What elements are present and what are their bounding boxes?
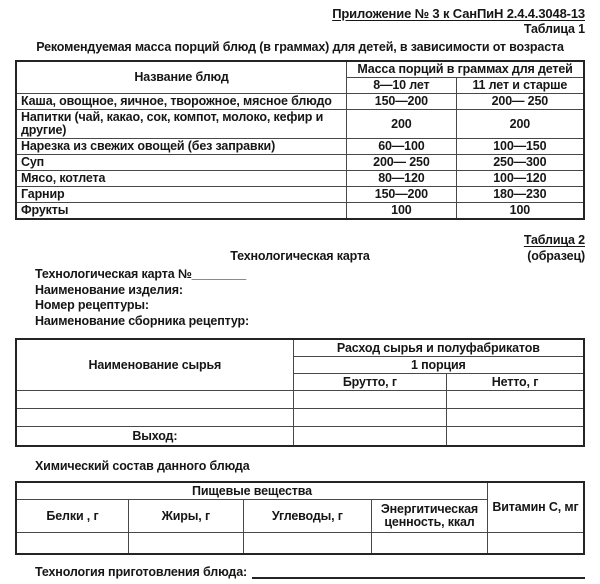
empty-cell xyxy=(487,533,584,555)
mass-cell: 100 xyxy=(347,203,457,220)
dish-name-cell: Суп xyxy=(16,155,347,171)
col-header-dish-name: Название блюд xyxy=(16,61,347,94)
mass-cell: 150—200 xyxy=(347,187,457,203)
col-header-material-name: Наименование сырья xyxy=(16,339,293,391)
raw-materials-table xyxy=(15,338,585,447)
mass-cell: 80—120 xyxy=(347,171,457,187)
col-header-fat: Жиры, г xyxy=(128,500,243,533)
empty-cell xyxy=(16,391,293,409)
col-header-one-portion: 1 порция xyxy=(293,357,584,374)
dish-name-cell: Каша, овощное, яичное, творожное, мясное блюдо xyxy=(16,94,347,110)
col-header-nutrients: Пищевые вещества xyxy=(16,482,487,500)
table1-label: Таблица 1 xyxy=(523,22,585,36)
dish-name-cell: Фрукты xyxy=(16,203,347,220)
col-header-net: Нетто, г xyxy=(447,374,584,391)
table-header-row xyxy=(16,339,584,357)
table-row xyxy=(16,110,584,139)
empty-cell xyxy=(128,533,243,555)
empty-cell xyxy=(243,533,371,555)
table-header-row xyxy=(16,61,584,78)
table-row xyxy=(16,139,584,155)
table-row xyxy=(16,171,584,187)
output-row xyxy=(16,427,584,447)
mass-cell: 180—230 xyxy=(456,187,584,203)
table1-title: Рекомендуемая масса порций блюд (в граммах) для детей, в зависимости от возраста xyxy=(36,40,564,54)
form-line-recipe-book: Наименование сборника рецептур: xyxy=(35,313,250,328)
col-header-carbs: Углеводы, г xyxy=(243,500,371,533)
tech-preparation-line xyxy=(35,565,585,579)
dish-name-cell: Гарнир xyxy=(16,187,347,203)
table-row xyxy=(16,94,584,110)
portions-table xyxy=(15,60,585,220)
table-row xyxy=(16,533,584,555)
empty-cell xyxy=(16,409,293,427)
empty-cell xyxy=(447,427,584,447)
tech-card-heading xyxy=(15,249,585,264)
mass-cell: 200 xyxy=(347,110,457,139)
mass-cell: 150—200 xyxy=(347,94,457,110)
col-header-gross: Брутто, г xyxy=(293,374,446,391)
col-header-energy: Энергитическая ценность, ккал xyxy=(372,500,488,533)
empty-cell xyxy=(372,533,488,555)
nutrients-table xyxy=(15,481,585,555)
col-header-age-11-plus: 11 лет и старше xyxy=(456,78,584,94)
empty-cell xyxy=(447,391,584,409)
col-header-protein: Белки , г xyxy=(16,500,128,533)
tech-card-title: Технологическая карта xyxy=(230,249,370,263)
empty-cell xyxy=(293,409,446,427)
table-row xyxy=(16,187,584,203)
empty-cell xyxy=(16,533,128,555)
dish-name-cell: Мясо, котлета xyxy=(16,171,347,187)
annex-heading: Приложение № 3 к СанПиН 2.4.4.3048-13 xyxy=(332,6,585,21)
form-line-product-name: Наименование изделия: xyxy=(35,282,183,297)
mass-cell: 100 xyxy=(456,203,584,220)
col-header-mass-group: Масса порций в граммах для детей xyxy=(347,61,584,78)
col-header-vitamin-c: Витамин С, мг xyxy=(487,482,584,533)
tech-card-sample-label: (образец) xyxy=(527,249,585,263)
chemical-composition-title: Химический состав данного блюда xyxy=(35,459,250,473)
table-row xyxy=(16,203,584,220)
mass-cell: 100—150 xyxy=(456,139,584,155)
form-line-recipe-number: Номер рецептуры: xyxy=(35,298,149,312)
mass-cell: 200 xyxy=(456,110,584,139)
table-row xyxy=(16,155,584,171)
table-header-row xyxy=(16,482,584,500)
table-row xyxy=(16,391,584,409)
dish-name-cell: Нарезка из свежих овощей (без заправки) xyxy=(16,139,347,155)
col-header-age-8-10: 8—10 лет xyxy=(347,78,457,94)
mass-cell: 100—120 xyxy=(456,171,584,187)
blank-fill-line xyxy=(252,565,585,579)
mass-cell: 200— 250 xyxy=(347,155,457,171)
form-line-card-number: Технологическая карта №________ xyxy=(35,267,247,281)
tech-preparation-label: Технология приготовления блюда: xyxy=(35,565,248,579)
dish-name-cell: Напитки (чай, какао, сок, компот, молоко, кефир и другие) xyxy=(16,110,347,139)
empty-cell xyxy=(293,427,446,447)
mass-cell: 250—300 xyxy=(456,155,584,171)
empty-cell xyxy=(293,391,446,409)
col-header-consumption: Расход сырья и полуфабрикатов xyxy=(293,339,584,357)
table-row xyxy=(16,409,584,427)
mass-cell: 60—100 xyxy=(347,139,457,155)
tech-card-form xyxy=(35,267,585,329)
empty-cell xyxy=(447,409,584,427)
mass-cell: 200— 250 xyxy=(456,94,584,110)
output-label-cell: Выход: xyxy=(16,427,293,447)
table2-label: Таблица 2 xyxy=(523,233,585,247)
